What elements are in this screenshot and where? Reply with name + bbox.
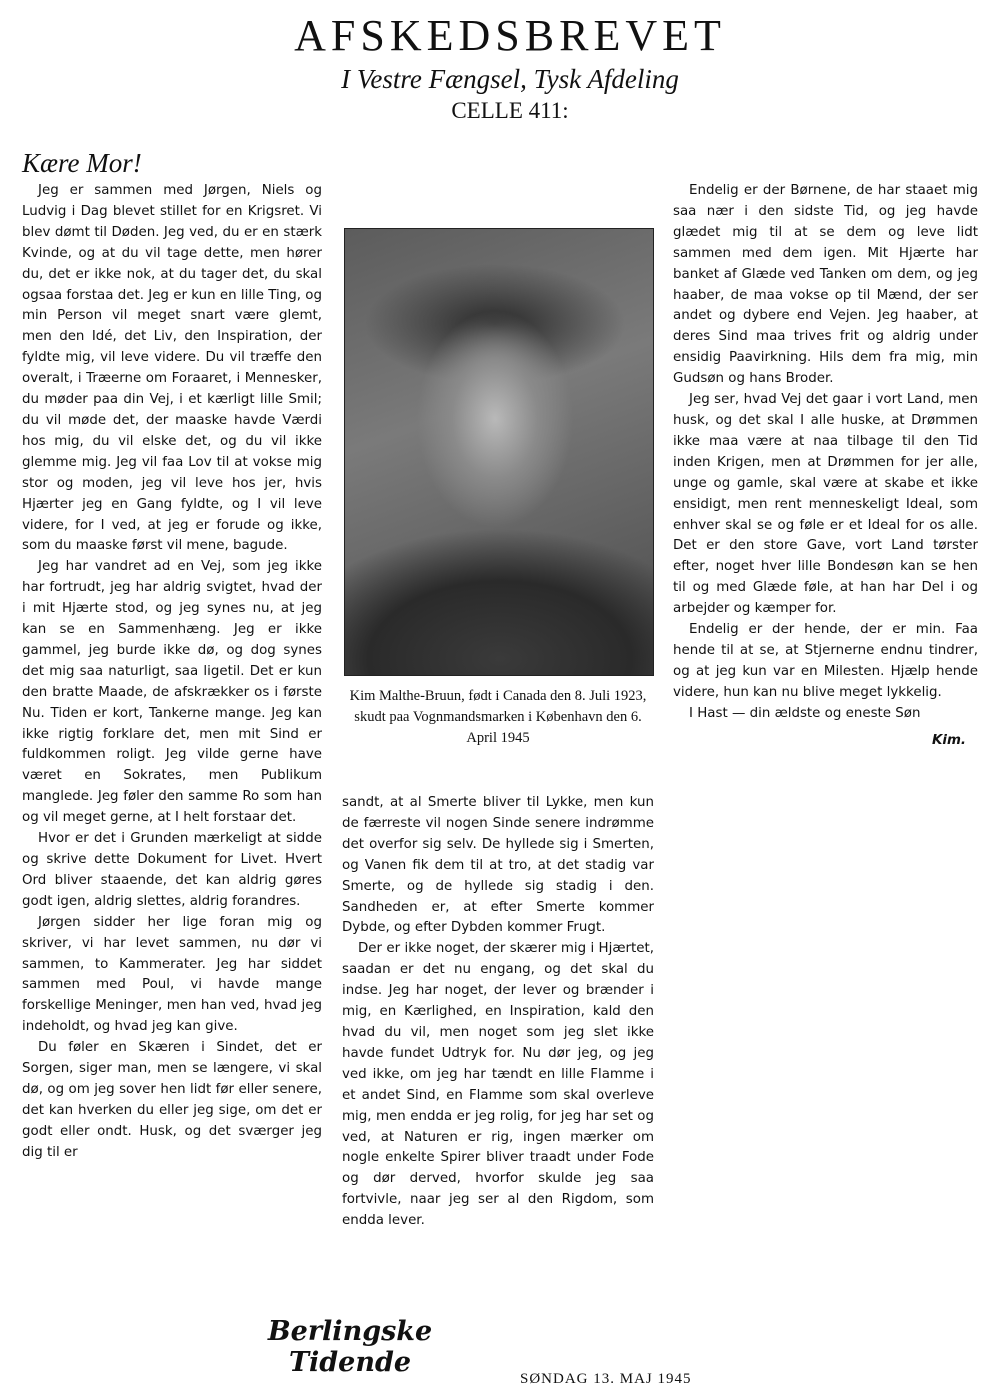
portrait-photo xyxy=(344,228,654,676)
paragraph: Der er ikke noget, der skærer mig i Hjærtet, saadan er det nu engang, og det skal du indse. Jeg har noget, der lever og brænder i mig, en Kærlighed, en Inspiration, kald den hvad du vil, men noget som jeg slet ikke havde fundet Udtryk for. Nu dør jeg, og jeg ved ikke, om jeg har tændt en lille Flamme i et andet Sind, en Flamme som skal overleve mig, men endda er jeg rolig, for jeg har set og ved, at Naturen er rig, ingen mærker om nogle enkelte Spirer bliver traadt under Fode og dør derved, hvorfor skulde jeg saa fortvivle, naar jeg ser al den Rigdom, som endda lever. xyxy=(342,941,654,1229)
paragraph: Jeg ser, hvad Vej det gaar i vort Land, men husk, og det skal I alle huske, at Drømmen ikke maa være at naa tilbage til den Tid inden Krigen, men at Drømmen for jer alle, unge og gamle, skal være at skabe et ikke ensidigt, men rent menneskeligt Ideal, som enhver skal se og føle er et Ideal for os alle. Det er den store Gave, vort Land tørster efter, noget hver lille Bondesøn kan se hen til og med Glæde føle, at han har Del i og arbejder og kæmper for. xyxy=(673,392,978,617)
text-column-3 xyxy=(673,181,978,751)
paragraph: Du føler en Skæren i Sindet, det er Sorgen, siger man, men se længere, vi skal dø, og om jeg sover hen lidt før eller senere, det kan hverken du eller jeg sige, om det er godt eller ondt. Husk, og det sværger jeg dig til er xyxy=(22,1040,322,1160)
article-title: AFSKEDSBREVET xyxy=(294,11,726,60)
photo-caption: Kim Malthe-Bruun, født i Canada den 8. Juli 1923, skudt paa Vognmandsmarken i København den 6. April 1945 xyxy=(349,688,647,746)
salutation: Kære Mor! xyxy=(22,148,142,178)
article-subtitle: I Vestre Fængsel, Tysk Afdeling xyxy=(341,64,679,94)
paragraph: Hvor er det i Grunden mærkeligt at sidde og skrive dette Dokument for Livet. Hvert Ord bliver staaende, det kan aldrig gøres godt igen, aldrig slettes, aldrig forandres. xyxy=(22,831,322,909)
closing-line: I Hast — din ældste og eneste Søn xyxy=(689,705,921,721)
paragraph: Jeg har vandret ad en Vej, som jeg ikke har fortrudt, jeg har aldrig svigtet, hvad der i mit Hjærte stod, og jeg synes nu, at jeg kan se en Sammenhæng. Jeg er ikke gammel, jeg burde ikke dø, og dog synes det mig saa naturligt, saa ligetil. Det er kun den bratte Maade, de afskrækker os i første Nu. Tiden er kort, Tankerne mange. Jeg kan ikke rigtig forklare det, men mit Sind er fuldkommen roligt. Jeg vilde gerne have været en Sokrates, men Publikum manglede. Jeg føler den samme Ro som han og vil meget gerne, at I helt forstaar det. xyxy=(22,559,322,826)
newspaper-name: Berlingske Tidende xyxy=(267,1316,433,1378)
text-column-1 xyxy=(22,181,322,1164)
text-column-2 xyxy=(342,793,654,1232)
paragraph: Endelig er der hende, der er min. Faa hende til at se, at Stjernerne endnu tindrer, og at jeg kun var en Milesten. Hjælp hende videre, hun kan nu blive meget lykkelig. xyxy=(673,622,978,700)
paragraph: Jørgen sidder her lige foran mig og skriver, vi har levet sammen, nu dør vi sammen, to Kammerater. Jeg har siddet sammen med Poul, vi havde mange forskellige Meninger, men han ved, hvad jeg indeholdt, og hvad jeg kan give. xyxy=(22,914,322,1035)
paragraph: sandt, at al Smerte bliver til Lykke, men kun de færreste vil nogen Sinde senere indrømme det overfor sig selv. De hyllede sig i Smerten, og Vanen fik dem til at tro, at det stadig var Smerte, og de hyllede sig stadig i den. Sandheden er, at efter Smerte kommer Dybde, og efter Dybden kommer Frugt. xyxy=(342,795,654,936)
publication-date: SØNDAG 13. MAJ 1945 xyxy=(520,1371,692,1387)
cell-number: CELLE 411: xyxy=(451,98,569,123)
paragraph: Endelig er der Børnene, de har staaet mig saa nær i den sidste Tid, og jeg havde glædet mig til at se dem og leve lidt sammen med dem igen. Mit Hjærte har banket af Glæde ved Tanken om dem, og jeg haaber, de maa vokse op til Mænd, der ser andet og dybere end Vejen. Jeg haaber, at deres Sind maa trives frit og aldrig under ensidig Paavirkning. Hils dem fra mig, min Gudsøn og hans Broder. xyxy=(673,183,978,387)
signature: Kim. xyxy=(931,732,966,748)
paragraph: Jeg er sammen med Jørgen, Niels og Ludvig i Dag blevet stillet for en Krigsret. Vi blev dømt til Døden. Jeg ved, du er en stærk Kvinde, og at du vil tage dette, men hører du, det er ikke nok, at du tager det, du skal ogsaa forstaa det. Jeg er kun en lille Ting, og min Person vil meget snart være glemt, men den Idé, det Liv, den Inspiration, der fyldte mig, vil leve videre. Du vil træffe den overalt, i Træerne om Foraaret, i Mennesker, du møder paa din Vej, i et kærligt lille Smil; du vil møde det, der maaske havde Værdi hos mig, du vil elske det, og du vil ikke glemme mig. Jeg vil faa Lov til at vokse mig stor og moden, jeg vil leve hos jer, hvis Hjærter jeg en Gang fyldte, og I vil leve videre, for I ved, at jeg er forude og ikke, som du maaske først vil mene, bagude. xyxy=(22,183,322,554)
